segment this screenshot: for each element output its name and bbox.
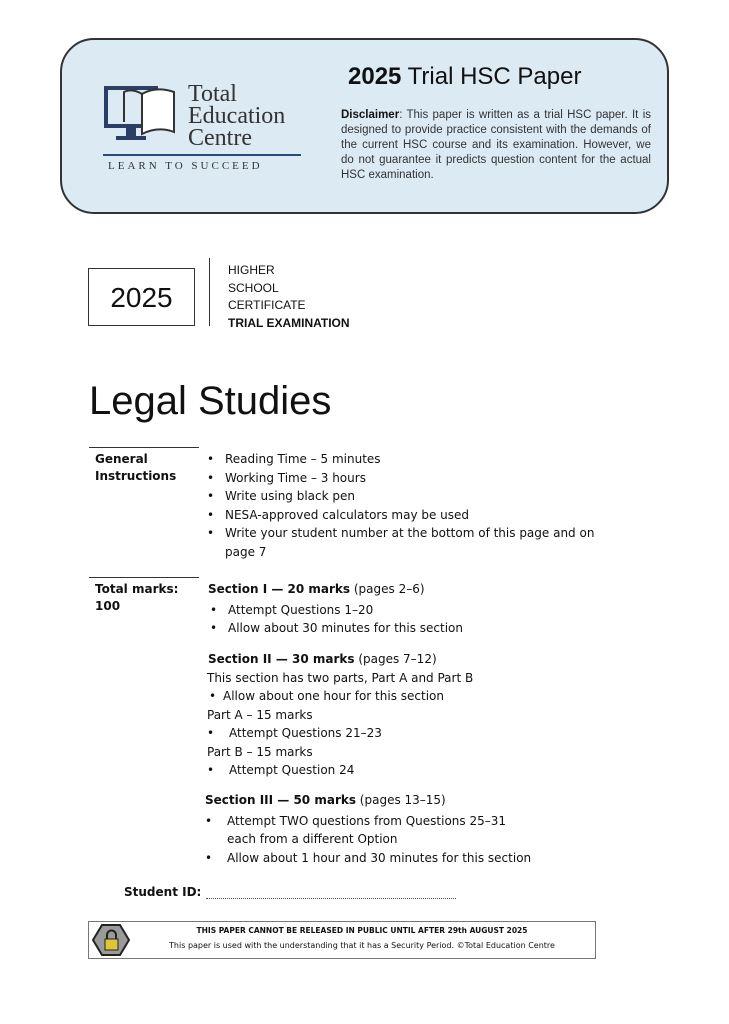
exam-type [228,262,350,332]
section-1-heading-pages: (pages 2–6) [350,582,425,596]
logo-underline [103,154,301,156]
general-instructions-label [95,451,176,485]
logo-tagline: LEARN TO SUCCEED [108,160,263,172]
total-rule [89,577,199,578]
section-2-part-b: Part B – 15 marks [207,744,313,759]
monitor-book-icon [104,82,182,150]
instruction-item: • NESA-approved calculators may be used [205,506,594,525]
section-1-item: • Allow about 30 minutes for this section [208,619,463,638]
year-divider [209,258,210,326]
section-2-heading [207,650,473,669]
section-2-part-a-item: • Attempt Questions 21–23 [207,724,473,743]
security-notice-heading: THIS PAPER CANNOT BE RELEASED IN PUBLIC UNTIL AFTER 29th AUGUST 2025 [196,926,528,935]
total-label-line1: Total marks: [95,582,179,596]
instruction-item-continuation: page 7 [225,544,267,559]
logo-word-centre: Centre [188,125,252,151]
student-id-label: Student ID: [124,885,202,899]
total-label-line2: 100 [95,599,121,613]
section-3-item: • Allow about 1 hour and 30 minutes for this section [205,849,531,868]
section-1-heading [208,580,463,599]
disclaimer-text: : This paper is written as a trial HSC paper. It is designed to provide practice consistent with the demands of the current HSC course and its examination. However, we do not guarantee it predicts question content for the actual HSC examination. [341,109,651,181]
logo-word-total: Total [188,81,237,107]
instruction-item: • Write your student number at the bottom of this page and on [205,524,594,543]
section-3-heading-pages: (pages 13–15) [355,793,446,807]
paper-title [348,63,581,91]
instruction-item: • Working Time – 3 hours [205,469,594,488]
section-3-heading-bold: Section III — 50 marks [205,793,356,807]
paper-title-year: 2025 [348,63,402,90]
section-2-intro: This section has two parts, Part A and Part B [207,670,474,685]
paper-title-rest: Trial HSC Paper [401,63,582,90]
section-3-item-continuation: each from a different Option [227,832,398,846]
instruction-item: • Reading Time – 5 minutes [205,450,594,469]
exam-line-certificate: CERTIFICATE [228,298,306,312]
section-3-heading [205,791,531,810]
section-1-item: • Attempt Questions 1–20 [208,601,463,620]
subject-title: Legal Studies [89,379,332,423]
section-2-part-a: Part A – 15 marks [207,707,313,722]
lock-badge-icon [92,923,130,957]
disclaimer-label: Disclaimer [341,109,400,121]
exam-line-higher: HIGHER [228,263,275,277]
exam-line-school: SCHOOL [228,280,279,295]
section-2-part-b-item: • Attempt Question 24 [207,761,473,780]
section-2-heading-pages: (pages 7–12) [354,652,437,666]
section-2 [207,650,473,780]
logo-word-education: Education [188,103,286,129]
section-1 [208,580,463,638]
general-label-line2: Instructions [95,469,177,483]
year-box: 2025 [88,268,195,326]
section-2-time: • Allow about one hour for this section [207,687,473,706]
instruction-item: • Write using black pen [205,487,594,506]
security-notice-text: This paper is used with the understanding that it has a Security Period. ©Total Education Centre [169,941,555,950]
disclaimer [341,108,651,183]
section-2-heading-bold: Section II — 30 marks [208,652,355,666]
general-label-line1: General [95,452,148,466]
total-marks-label [95,581,178,615]
general-instructions-list [205,450,594,561]
section-3-item: • Attempt TWO questions from Questions 25–31 [205,812,531,831]
section-3 [205,791,531,867]
exam-line-trial: TRIAL EXAMINATION [228,315,350,330]
student-id-field[interactable] [206,898,456,899]
general-rule [89,447,199,448]
section-1-heading-bold: Section I — 20 marks [208,582,351,596]
